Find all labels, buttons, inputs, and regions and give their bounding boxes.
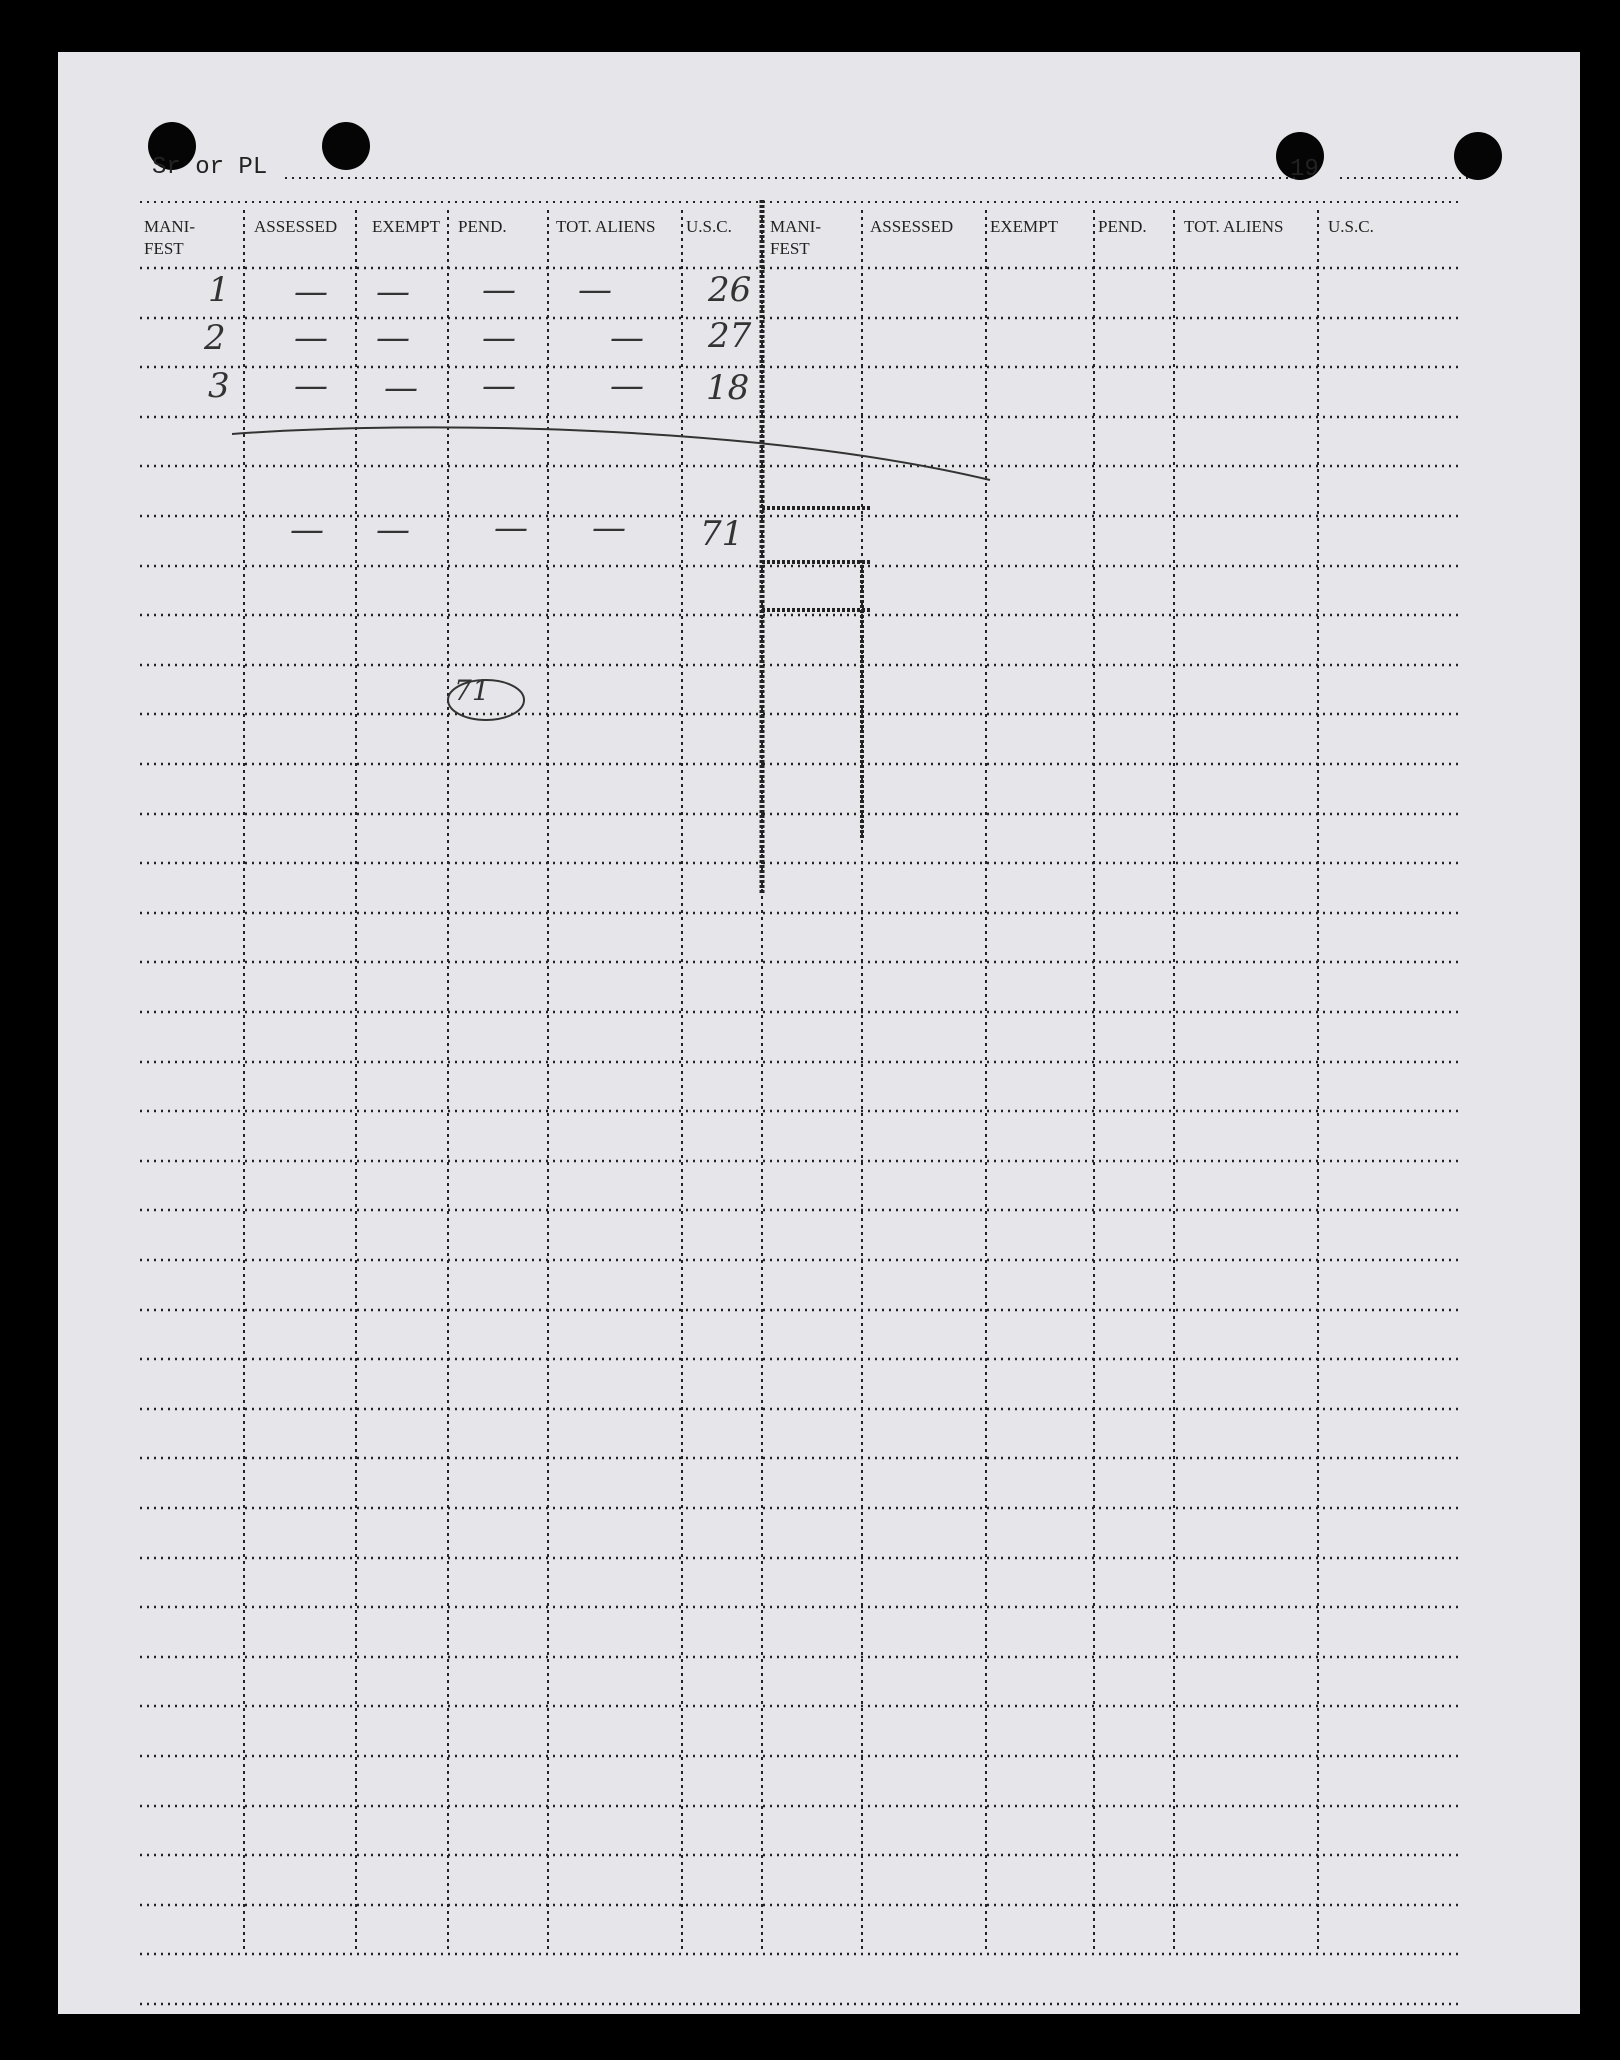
hw-manifest-3: 3 (208, 366, 230, 406)
hw-dash: — (376, 272, 410, 312)
hw-sum-line (232, 427, 990, 480)
col-totaliens-right: TOT. ALIENS (1184, 217, 1284, 236)
hw-total-dash: — (290, 510, 324, 550)
hw-dash: — (610, 366, 644, 406)
hw-dash: — (384, 368, 418, 408)
col-assessed-right: ASSESSED (870, 217, 954, 236)
hw-dash: — (294, 318, 328, 358)
col-assessed-left: ASSESSED (254, 217, 338, 236)
year-label: 19 (1290, 156, 1319, 183)
hw-manifest-2: 2 (204, 318, 226, 358)
hw-dash: — (376, 318, 410, 358)
hw-dash: — (482, 366, 516, 406)
col-usc-right: U.S.C. (1328, 217, 1374, 236)
hw-usc-3: 18 (706, 368, 750, 408)
hw-dash: — (482, 318, 516, 358)
col-totaliens-left: TOT. ALIENS (556, 217, 656, 236)
col-exempt-left: EXEMPT (372, 217, 440, 236)
col-pend-right: PEND. (1098, 217, 1147, 236)
hw-dash: — (578, 270, 612, 310)
hw-circled-total: 71 (454, 674, 490, 707)
col-exempt-right: EXEMPT (990, 217, 1058, 236)
hw-dash: — (482, 270, 516, 310)
hw-circle (448, 680, 524, 720)
col-pend-left: PEND. (458, 217, 507, 236)
hw-total-dash: — (592, 508, 626, 548)
hw-usc-2: 27 (708, 316, 752, 356)
col-manifest-left: MANI- FEST (144, 217, 195, 258)
hw-total-usc: 71 (700, 514, 744, 554)
hw-dash: — (610, 318, 644, 358)
hw-total-dash: — (494, 508, 528, 548)
col-manifest-right: MANI- FEST (770, 217, 821, 258)
col-usc-left: U.S.C. (686, 217, 732, 236)
hw-usc-1: 26 (708, 270, 752, 310)
port-label: Sr or PL (152, 154, 268, 181)
hw-dash: — (294, 272, 328, 312)
hw-dash: — (294, 366, 328, 406)
hw-total-dash: — (376, 510, 410, 550)
hw-manifest-1: 1 (208, 270, 230, 310)
